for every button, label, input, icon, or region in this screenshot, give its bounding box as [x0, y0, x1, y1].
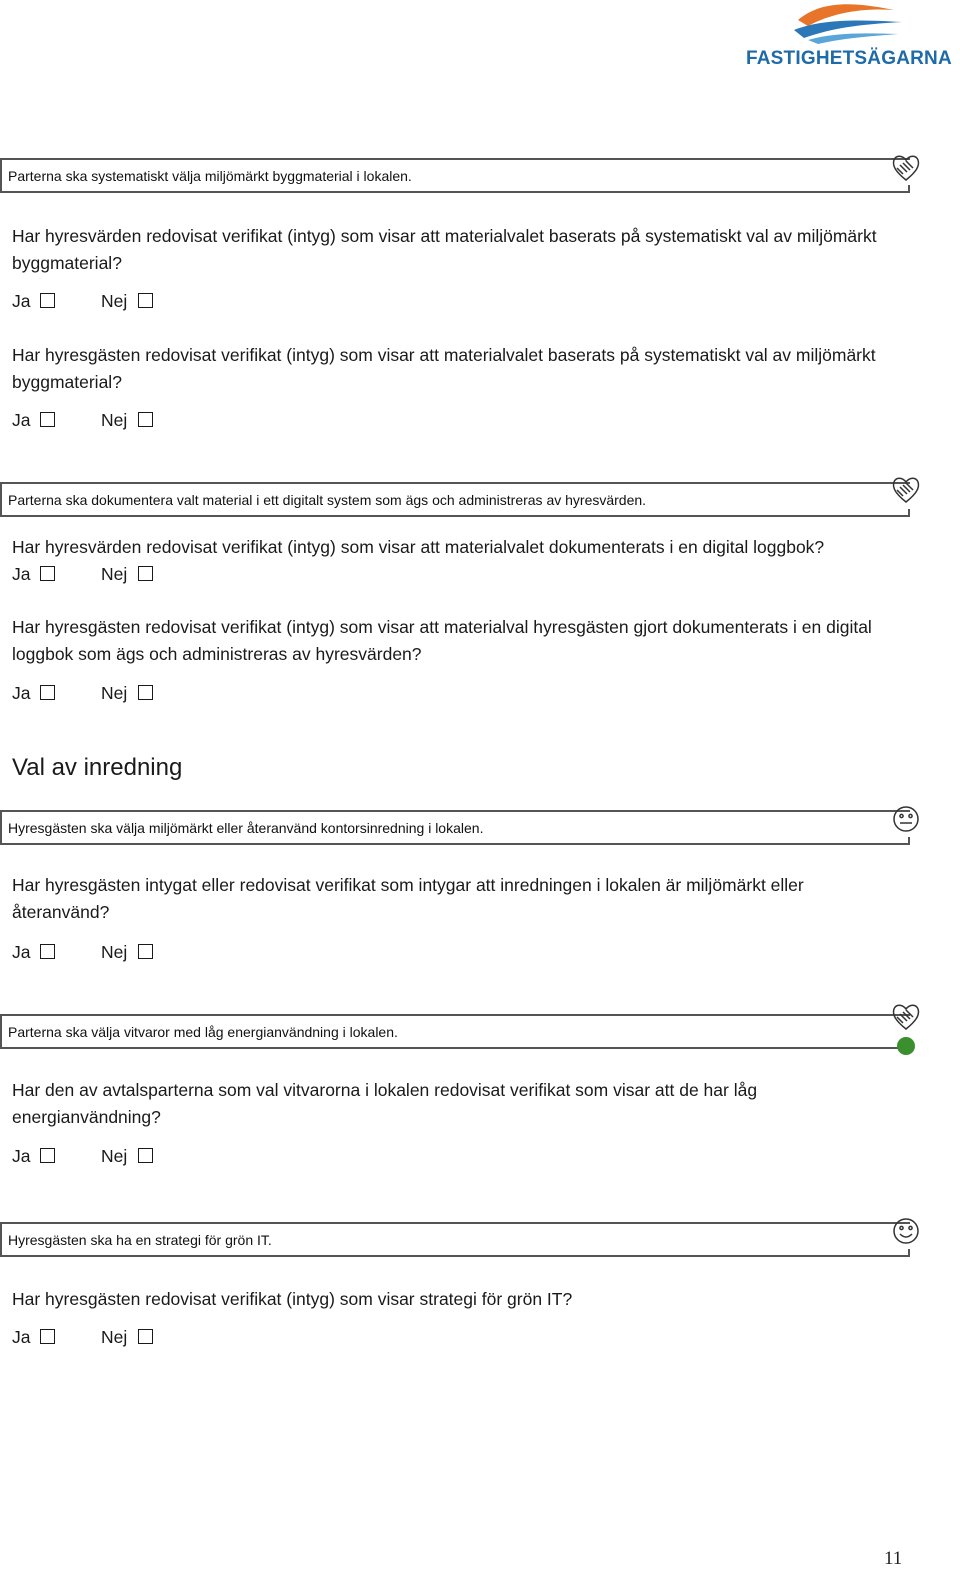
requirement-box	[0, 1222, 910, 1257]
logo-text: FASTIGHETSÄGARNA	[746, 48, 952, 69]
yes-checkbox[interactable]	[40, 412, 55, 427]
requirement-box	[0, 158, 910, 193]
question-text: Har hyresgästen redovisat verifikat (intyg) som visar att materialvalet baserats på systematiskt val av miljömärkt byggmaterial?	[12, 345, 876, 392]
no-checkbox[interactable]	[138, 566, 153, 581]
smiley-icon	[890, 1215, 922, 1247]
yes-checkbox[interactable]	[40, 685, 55, 700]
yes-label: Ja	[12, 1327, 31, 1347]
requirement-text: Parterna ska systematiskt välja miljömärkt byggmaterial i lokalen.	[8, 167, 412, 184]
yes-checkbox[interactable]	[40, 566, 55, 581]
handshake-icon	[890, 152, 922, 184]
yes-checkbox[interactable]	[40, 1329, 55, 1344]
yes-label: Ja	[12, 291, 31, 311]
handshake-icon	[890, 474, 922, 506]
yes-checkbox[interactable]	[40, 944, 55, 959]
requirement-box	[0, 1014, 910, 1049]
question-text: Har hyresgästen redovisat verifikat (intyg) som visar att materialval hyresgästen gjort dokumenterats i en digital loggbok som ägs och administreras av hyresvärden?	[12, 617, 872, 664]
no-label: Nej	[101, 410, 128, 430]
requirement-text: Parterna ska välja vitvaror med låg energianvändning i lokalen.	[8, 1023, 398, 1040]
logo	[746, 0, 956, 72]
requirement-box	[0, 810, 910, 845]
no-checkbox[interactable]	[138, 1329, 153, 1344]
question-text: Har den av avtalsparterna som val vitvarorna i lokalen redovisat verifikat som visar att de har låg energianvändning?	[12, 1080, 758, 1127]
no-checkbox[interactable]	[138, 1148, 153, 1163]
yes-checkbox[interactable]	[40, 1148, 55, 1163]
no-checkbox[interactable]	[138, 412, 153, 427]
no-label: Nej	[101, 1327, 128, 1347]
question-text: Har hyresvärden redovisat verifikat (intyg) som visar att materialvalet dokumenterats i en digital loggbok?	[12, 537, 825, 557]
yes-label: Ja	[12, 683, 31, 703]
no-label: Nej	[101, 683, 128, 703]
section-heading: Val av inredning	[12, 754, 183, 781]
logo-wave-icon	[794, 0, 904, 44]
question-text: Har hyresvärden redovisat verifikat (intyg) som visar att materialvalet baserats på systematiskt val av miljömärkt byggmaterial?	[12, 226, 877, 273]
no-checkbox[interactable]	[138, 685, 153, 700]
no-label: Nej	[101, 1146, 128, 1166]
question-text: Har hyresgästen intygat eller redovisat verifikat som intygar att inredningen i lokalen är miljömärkt eller återanvänd?	[12, 875, 804, 922]
requirement-text: Hyresgästen ska ha en strategi för grön IT.	[8, 1231, 272, 1248]
no-label: Nej	[101, 564, 128, 584]
requirement-box	[0, 482, 910, 517]
status-dot	[897, 1037, 915, 1055]
smiley-icon	[890, 803, 922, 835]
yes-label: Ja	[12, 942, 31, 962]
no-label: Nej	[101, 942, 128, 962]
yes-checkbox[interactable]	[40, 293, 55, 308]
no-label: Nej	[101, 291, 128, 311]
requirement-text: Parterna ska dokumentera valt material i ett digitalt system som ägs och administreras av hyresvärden.	[8, 491, 647, 508]
handshake-icon	[890, 1001, 922, 1033]
question-text: Har hyresgästen redovisat verifikat (intyg) som visar strategi för grön IT?	[12, 1289, 573, 1309]
no-checkbox[interactable]	[138, 944, 153, 959]
yes-label: Ja	[12, 564, 31, 584]
yes-label: Ja	[12, 410, 31, 430]
page-number: 11	[884, 1548, 903, 1569]
yes-label: Ja	[12, 1146, 31, 1166]
requirement-text: Hyresgästen ska välja miljömärkt eller återanvänd kontorsinredning i lokalen.	[8, 819, 484, 836]
no-checkbox[interactable]	[138, 293, 153, 308]
